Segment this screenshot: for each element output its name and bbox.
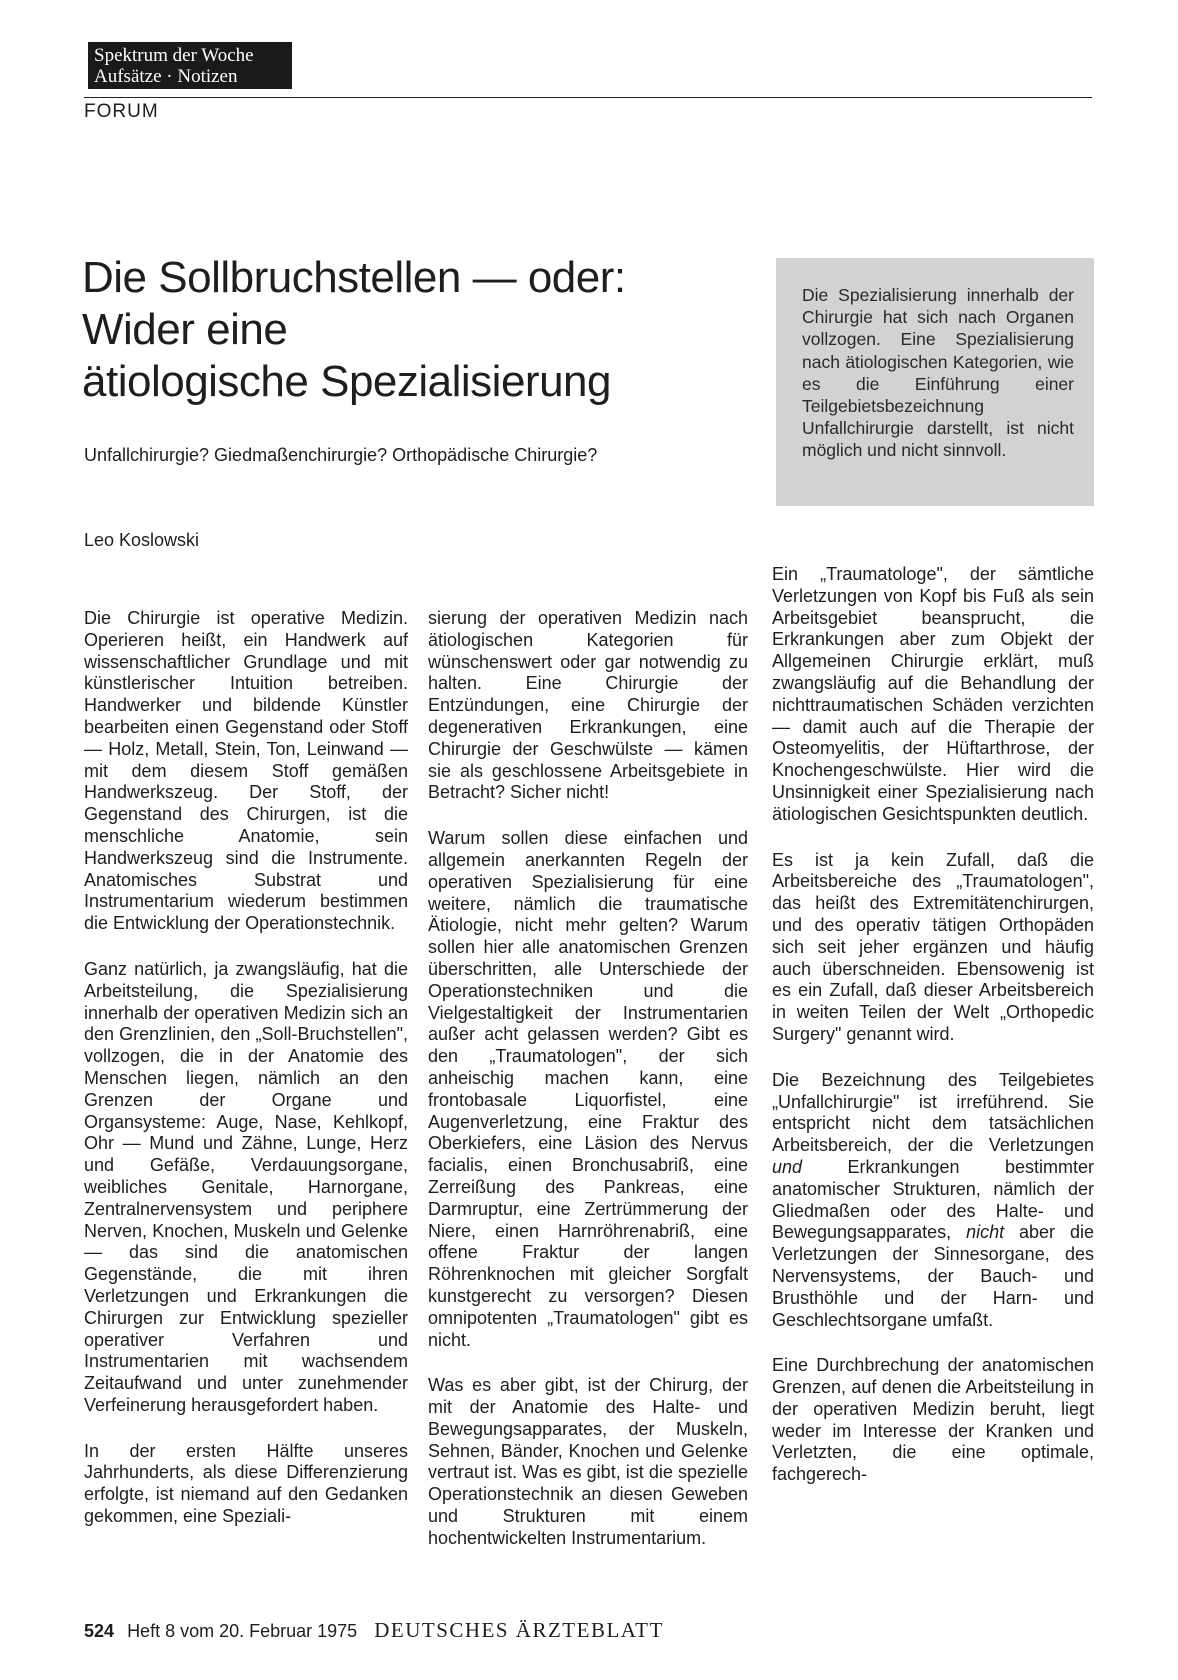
emphasis: und [772,1156,803,1177]
paragraph: In der ersten Hälfte unseres Jahrhunderts, als diese Differenzierung erfolgte, ist niemand auf den Gedanken gekommen, eine Speziali- [84,1440,408,1527]
paragraph: Was es aber gibt, ist der Chirurg, der mit der Anatomie des Halte- und Bewegungsapparates, der Muskeln, Sehnen, Bänder, Knochen und Gelenke vertraut ist. Was es gibt, ist die spezielle Operationstechnik an diesen Geweben und Strukturen mit einem hochentwickelten Instrumentarium. [428,1375,748,1548]
paragraph: Warum sollen diese einfachen und allgemein anerkannten Regeln der operativen Spezialisierung für eine weitere, nämlich die traumatische Ätiologie, nicht mehr gelten? Warum sollen hier alle anatomischen Grenzen überschritten, alle Unterschiede der Operationstechniken und die Vielgestaltigkeit der Instrumentarien außer acht gelassen werden? Gibt es den „Traumatologen", der sich anheischig machen kann, eine frontobasale Liquorfistel, eine Augenverletzung, eine Fraktur des Oberkiefers, eine Läsion des Nervus facialis, einen Bronchusabriß, eine Zerreißung des Pankreas, eine Darmruptur, eine Zertrümmerung der Niere, einen Harnröhrenabriß, eine offene Fraktur der langen Röhrenknochen mit gleicher Sorgfalt kunstgerecht zu versorgen? Diesen omnipotenten „Traumatologen" gibt es nicht. [428,828,748,1350]
journal-name: DEUTSCHES ÄRZTEBLATT [374,1618,664,1642]
header-box-line1: Spektrum der Woche [94,45,254,66]
text-run: Erkrankungen bestimmter anatomischer Strukturen, nämlich der Gliedmaßen oder des Halte- und Bewegungsapparates, [772,1156,1094,1243]
body-column-1 [84,608,408,1552]
pullquote-text: Die Spezialisierung innerhalb der Chirurgie hat sich nach Organen vollzogen. Eine Spezialisierung nach ätiologischen Kategorien, wie es die Einführung einer Teilgebietsbezeichnung Unfallchirurgie darstellt, ist nicht möglich und nicht sinnvoll. [802,285,1074,461]
header-rule [84,97,1092,98]
paragraph: Die Chirurgie ist operative Medizin. Operieren heißt, ein Handwerk auf wissenschaftlicher Grundlage und mit künstlerischer Intuition betreiben. Handwerker und bildende Künstler bearbeiten einen Gegenstand oder Stoff — Holz, Metall, Stein, Ton, Leinwand — mit dem diesem Stoff gemäßen Handwerkszeug. Der Stoff, der Gegenstand des Chirurgen, ist die menschliche Anatomie, sein Handwerkszeug sind die Instrumente. Anatomisches Substrat und Instrumentarium wiederum bestimmen die Entwicklung der Operationstechnik. [84,608,408,934]
article-subtitle: Unfallchirurgie? Giedmaßenchirurgie? Orthopädische Chirurgie? [84,445,598,465]
section-label: FORUM [84,101,159,122]
section-header-box [88,42,292,89]
pullquote-box [776,258,1094,506]
text-run: Die Bezeichnung des Teilgebietes „Unfallchirurgie" ist irreführend. Sie entspricht nicht dem tatsächlichen Arbeitsbereich, der die Verletzungen [772,1069,1094,1156]
title-line1: Die Sollbruchstellen — oder: [82,253,626,302]
page-number: 524 [84,1621,115,1641]
emphasis: nicht [966,1222,1005,1243]
paragraph: Ganz natürlich, ja zwangsläufig, hat die Arbeitsteilung, die Spezialisierung innerhalb der operativen Medizin sich an den Grenzlinien, den „Soll-Bruchstellen", vollzogen, die in der Anatomie des Menschen liegen, nämlich an den Grenzen der Organe und Organsysteme: Auge, Nase, Kehlkopf, Ohr — Mund und Zähne, Lunge, Herz und Gefäße, Verdauungsorgane, weibliches Genitale, Harnorgane, Zentralnervensystem und periphere Nerven, Knochen, Muskeln und Gelenke — das sind die anatomischen Gegenstände, die mit ihren Verletzungen und Erkrankungen die Chirurgen zur Entwicklung spezieller operativer Verfahren und Instrumentarien mit wachsendem Zeitaufwand und unter zunehmender Verfeinerung herausgefordert haben. [84,958,408,1415]
body-column-2 [428,608,748,1574]
paragraph: Eine Durchbrechung der anatomischen Grenzen, auf denen die Arbeitsteilung in der operativen Medizin beruht, liegt weder im Interesse der Kranken und Verletzten, die eine optimale, fachgerech- [772,1355,1094,1485]
paragraph: sierung der operativen Medizin nach ätiologischen Kategorien für wünschenswert oder gar notwendig zu halten. Eine Chirurgie der Entzündungen, eine Chirurgie der degenerativen Erkrankungen, eine Chirurgie der Geschwülste — kämen sie als geschlossene Arbeitsgebiete in Betracht? Sicher nicht! [428,608,748,803]
page-footer [84,1618,664,1643]
paragraph: Ein „Traumatologe", der sämtliche Verletzungen von Kopf bis Fuß als sein Arbeitsgebiet beansprucht, die Erkrankungen aber zum Objekt der Allgemeinen Chirurgie erklärt, muß zwangsläufig auf die Behandlung der nichttraumatischen Schäden verzichten — damit auch auf die Therapie der Osteomyelitis, der Hüftarthrose, der Knochengeschwülste. Hier wird die Unsinnigkeit einer Spezialisierung nach ätiologischen Gesichtspunkten deutlich. [772,564,1094,824]
paragraph: Es ist ja kein Zufall, daß die Arbeitsbereiche des „Traumatologen", das heißt des Extremitätenchirurgen, und des operativ tätigen Orthopäden sich seit jeher ergänzen und häufig auch überschneiden. Ebensowenig ist es ein Zufall, daß dieser Arbeitsbereich in weiten Teilen der Welt „Orthopedic Surgery" genannt wird. [772,849,1094,1044]
article-author: Leo Koslowski [84,530,200,550]
title-line3: ätiologische Spezialisierung [82,357,611,406]
body-column-3 [772,564,1094,1510]
article-title [82,252,722,408]
paragraph [772,1070,1094,1332]
header-box-line2: Aufsätze · Notizen [94,66,238,87]
text-run: aber die Verletzungen der Sinnesorgane, des Nervensystems, der Bauch- und Brusthöhle und der Harn- und Geschlechtsorgane umfaßt. [772,1222,1094,1330]
title-line2: Wider eine [82,305,288,354]
issue-info: Heft 8 vom 20. Februar 1975 [127,1621,358,1641]
